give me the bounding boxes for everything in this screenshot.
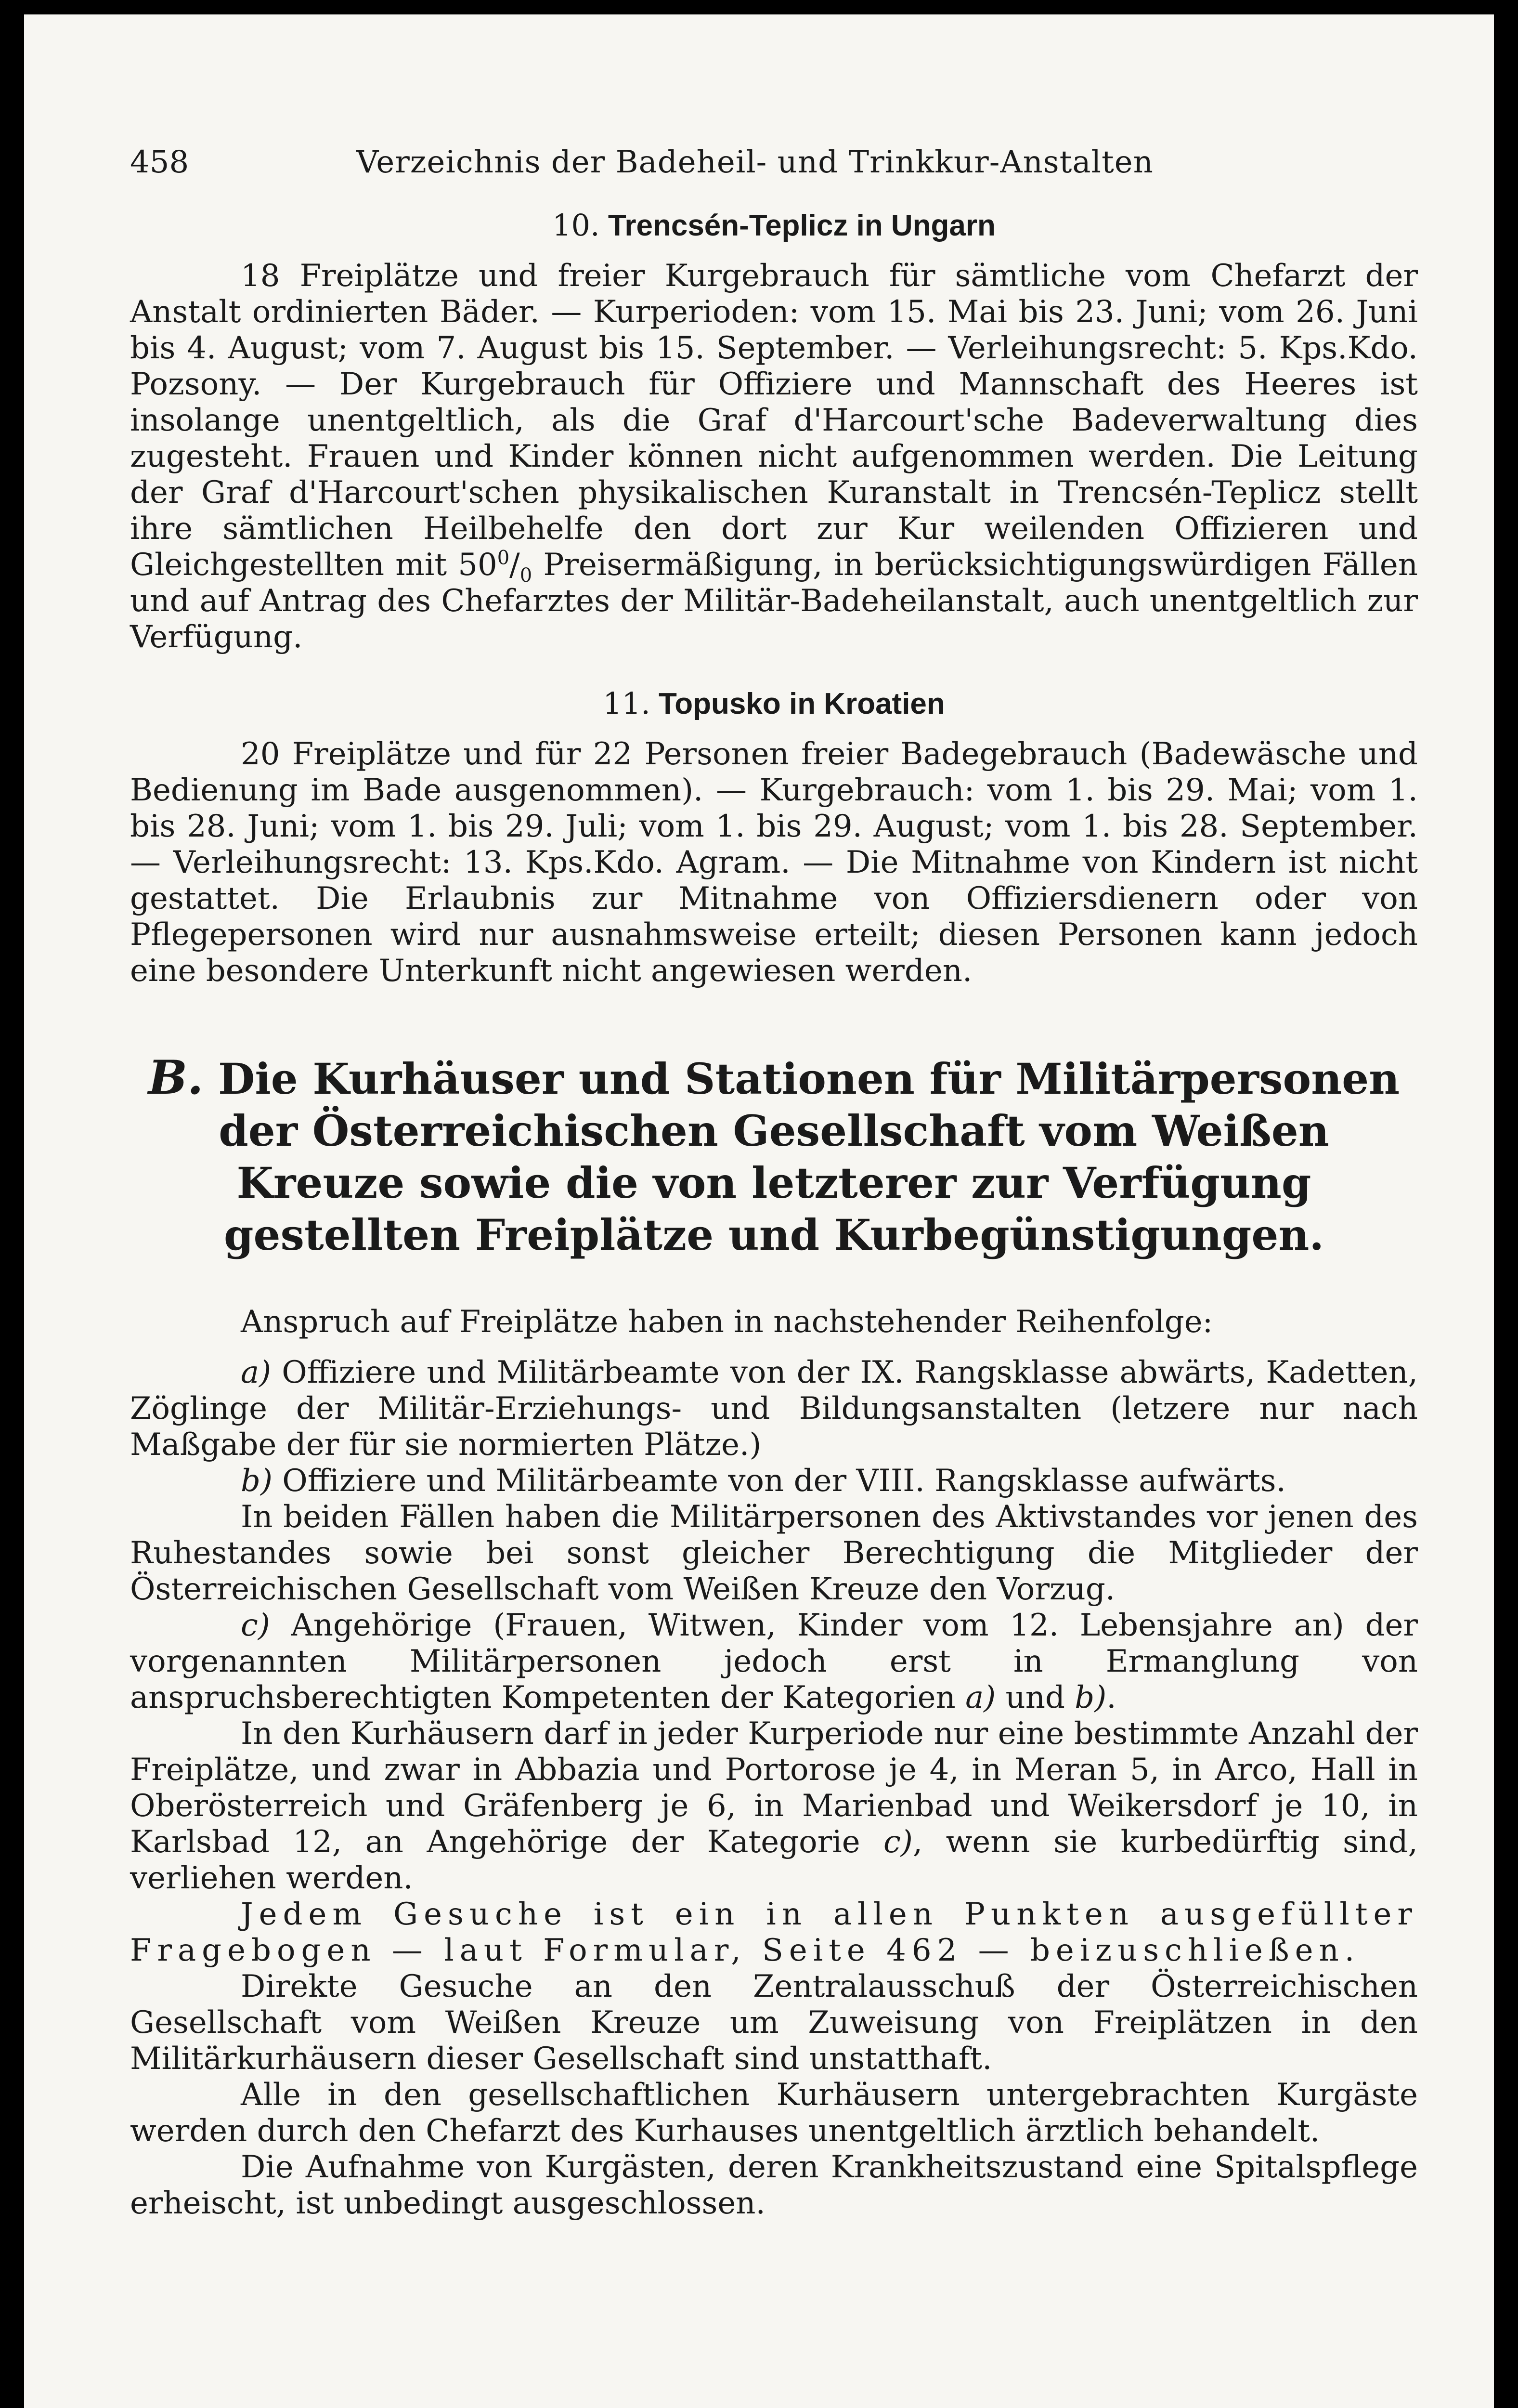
section-11: [130, 685, 1418, 989]
intro-paragraph: Anspruch auf Freiplätze haben in nachstehender Reihenfolge:: [241, 1304, 1213, 1340]
percent-sup: 0: [497, 547, 510, 569]
running-title: Verzeichnis der Badeheil- und Trinkkur-Anstalten: [356, 144, 1154, 180]
paragraph-alle-kurgaeste: Alle in den gesellschaftlichen Kurhäusern untergebrachten Kurgäste werden durch den Chefarzt des Kurhauses unentgeltlich ärztlich behandelt.: [130, 2077, 1418, 2149]
page-content: [130, 144, 1418, 2222]
section-10-title: Trencsén-Teplicz in Ungarn: [608, 209, 996, 242]
paragraph-beiden-faellen: In beiden Fällen haben die Militärpersonen des Aktivstandes vor jenen des Ruhestandes sowie bei sonst gleicher Berechtigung die Mitglieder der Österreichischen Gesellschaft vom Weißen Kreuze den Vorzug.: [130, 1499, 1418, 1607]
section-10-body: 18 Freiplätze und freier Kurgebrauch für sämtliche vom Chefarzt der Anstalt ordinierten Bäder. — Kurperioden: vom 15. Mai bis 23. Juni; vom 26. Juni bis 4. August; vom 7. August bis 15. September. — Verleihungsrecht: 5. Kps.Kdo. Pozsony. — Der Kurgebrauch für Offiziere und Mannschaft des Heeres ist insolange unentgeltlich, als die Graf d'Harcourt'sche Badeverwaltung dies zugesteht. Frauen und Kinder können nicht aufgenommen werden. Die Leitung der Graf d'Harcourt'schen physikalischen Kuranstalt in Trencsén-Teplicz stellt ihre sämtlichen Heilbehelfe den dort zur Kur weilenden Offizieren und Gleichgestellten mit $50^0/_0$ Preisermäßigung, in berücksichtigungswürdigen Fällen und auf Antrag des Chefarztes der Militär-Badeheilanstalt, auch unentgeltlich zur Verfügung.: [130, 258, 1418, 655]
section-b-letter: B.: [148, 1050, 204, 1105]
paragraph-aufnahme: Die Aufnahme von Kurgästen, deren Krankheitszustand eine Spitalspflege erheischt, ist unbedingt ausgeschlossen.: [130, 2149, 1418, 2221]
paragraph-kurhaeuser: In den Kurhäusern darf in jeder Kurperiode nur eine bestimmte Anzahl der Freiplätze, und zwar in Abbazia und Portorose je 4, in Meran 5, in Arco, Hall in Oberösterreich und Gräfenberg je 6, in Marienbad und Weikersdorf je 10, in Karlsbad 12, an Angehörige der Kategorie c), wenn sie kurbedürftig sind, verliehen werden.: [130, 1716, 1418, 1896]
running-head: [130, 144, 1418, 181]
section-10-number: 10.: [552, 208, 600, 243]
section-b-title: Die Kurhäuser und Stationen für Militärpersonen der Österreichischen Gesellschaft vom Weißen Kreuze sowie die von letzterer zur Verfügung gestellten Freiplätze und Kurbegünstigungen.: [218, 1054, 1400, 1260]
section-11-body: 20 Freiplätze und für 22 Personen freier Badegebrauch (Badewäsche und Bedienung im Bade ausgenommen). — Kurgebrauch: vom 1. bis 29. Mai; vom 1. bis 28. Juni; vom 1. bis 29. Juli; vom 1. bis 29. August; vom 1. bis 28. September. — Verleihungsrecht: 13. Kps.Kdo. Agram. — Die Mitnahme von Kindern ist nicht gestattet. Die Erlaubnis zur Mitnahme von Offiziersdienern oder von Pflegepersonen wird nur ausnahmsweise erteilt; diesen Personen kann jedoch eine besondere Unterkunft nicht angewiesen werden.: [130, 736, 1418, 989]
item-c: c) Angehörige (Frauen, Witwen, Kinder vom 12. Lebensjahre an) der vorgenannten Militärpersonen jedoch erst in Ermanglung von anspruchsberechtigten Kompetenten der Kategorien a) und b).: [130, 1608, 1418, 1715]
section-b-body: [130, 1304, 1418, 2222]
section-10: [130, 207, 1418, 655]
paragraph-direkte-gesuche: Direkte Gesuche an den Zentralausschuß der Österreichischen Gesellschaft vom Weißen Kreuze um Zuweisung von Freiplätzen in den Militärkurhäusern dieser Gesellschaft sind unstatthaft.: [130, 1969, 1418, 2077]
page-sheet: [24, 14, 1494, 2408]
item-b: b) Offiziere und Militärbeamte von der VIII. Rangsklasse aufwärts.: [241, 1463, 1286, 1499]
section-11-title: Topusko in Kroatien: [659, 687, 945, 720]
section-11-heading: [130, 685, 1418, 722]
section-11-number: 11.: [603, 686, 650, 721]
item-a: a) Offiziere und Militärbeamte von der IX. Rangsklasse abwärts, Kadetten, Zöglinge der Militär-Erziehungs- und Bildungsanstalten (letzere nur nach Maßgabe der für sie normierten Plätze.): [130, 1355, 1418, 1463]
paragraph-gesuche: Jedem Gesuche ist ein in allen Punkten ausgefüllter Fragebogen — laut Formular, Seite 462 — beizuschließen.: [130, 1897, 1418, 1968]
section-10-heading: [130, 207, 1418, 244]
percent-sub: 0: [519, 564, 532, 587]
percent-slash: /: [509, 547, 520, 583]
section-b-heading: [130, 1052, 1418, 1261]
page-number: 458: [130, 144, 189, 180]
